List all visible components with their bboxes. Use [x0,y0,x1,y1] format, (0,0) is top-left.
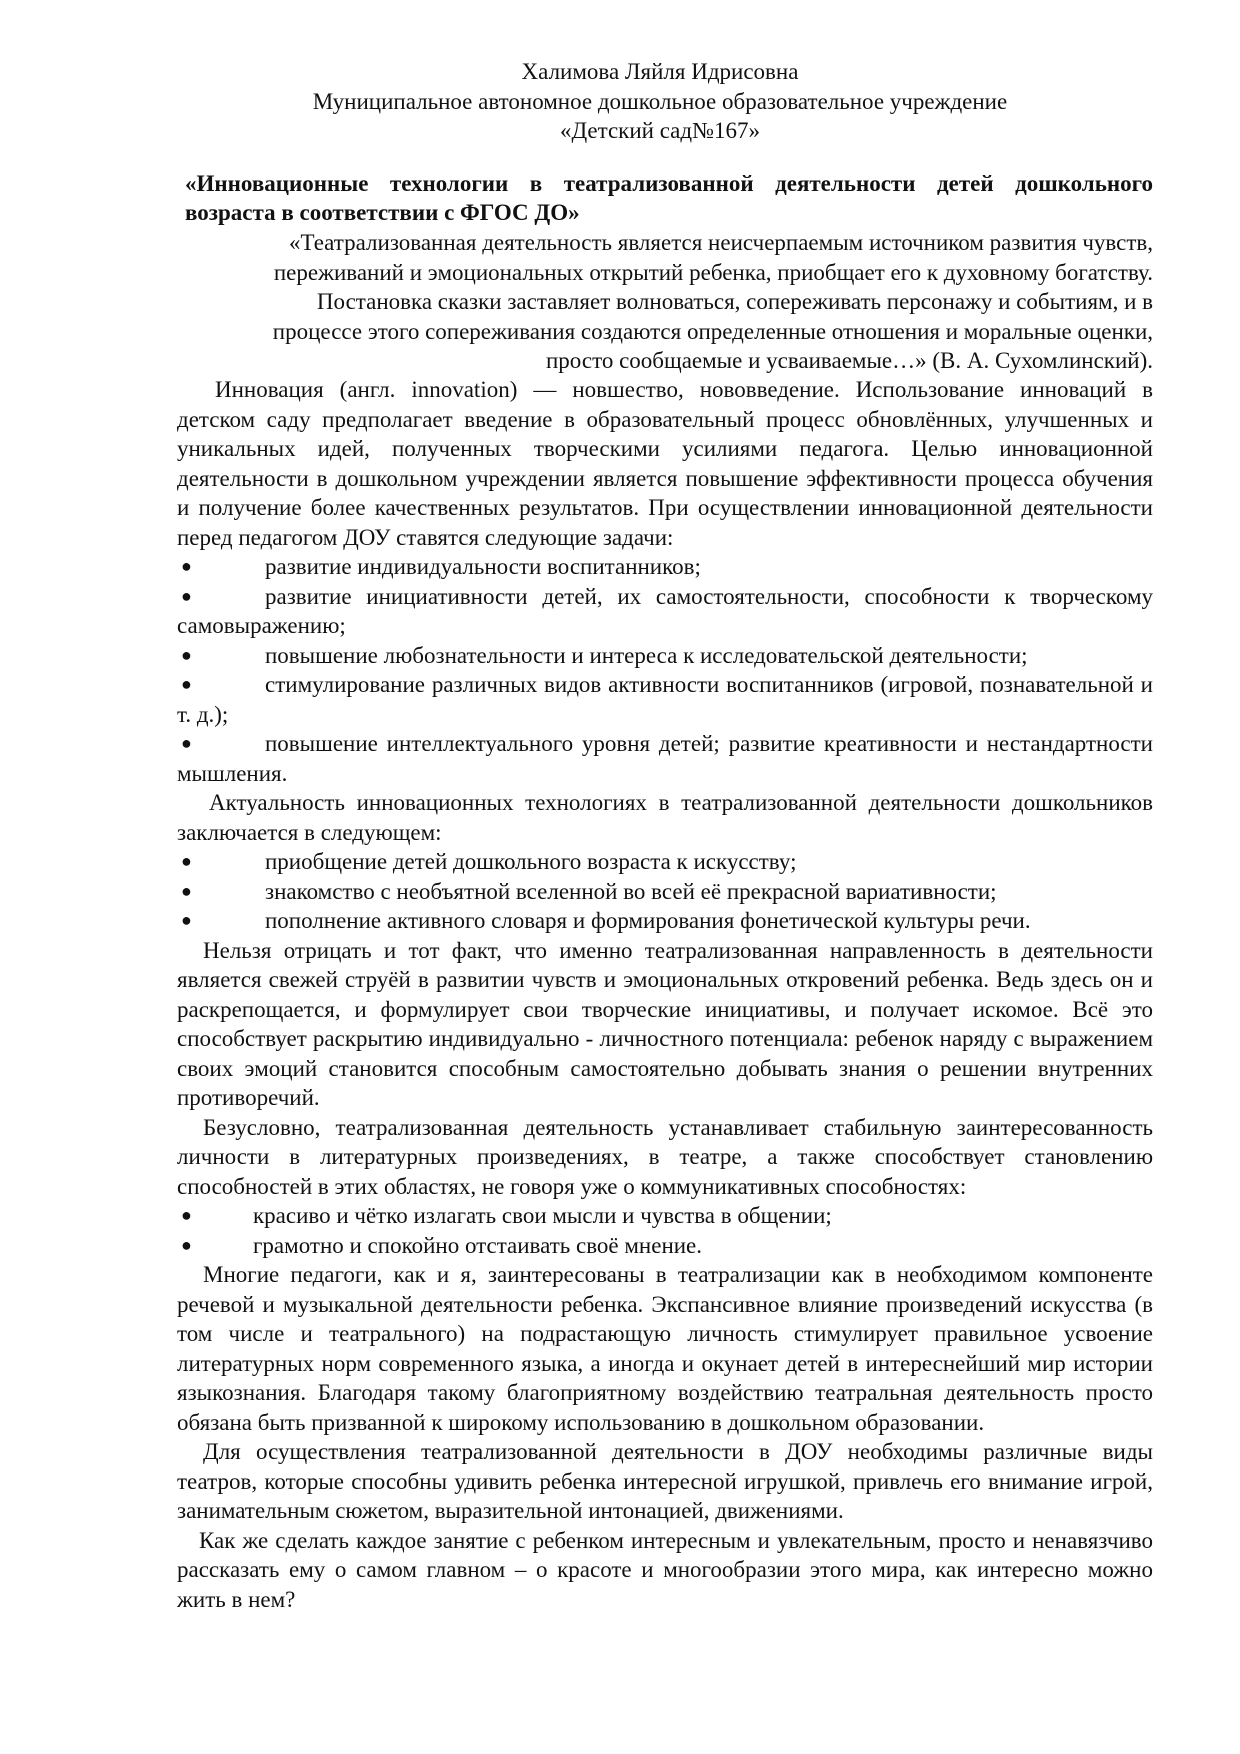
list-item [177,1201,1153,1231]
bullet-icon: ● [181,910,192,930]
list-item [177,906,1153,936]
list-item [177,847,1153,877]
bullet-icon: ● [181,851,192,871]
list-item [177,582,1153,641]
list-item-text: грамотно и спокойно отстаивать своё мнение. [253,1232,703,1258]
epigraph-line: просто сообщаемые и усваиваемые…» (В. А. Сухомлинский). [546,348,1153,373]
document-body [177,375,1153,1614]
list-item-text: развитие инициативности детей, их самостоятельности, способности к творческому самовыражению; [177,583,1153,638]
kindergarten-name: «Детский сад№167» [559,118,761,143]
list-item [177,1231,1153,1261]
bullet-icon: ● [181,733,192,753]
list-item-text: красиво и чётко излагать свои мысли и чувства в общении; [253,1203,832,1228]
document-title: «Инновационные технологии в театрализованной деятельности детей дошкольного возраста в соответствии с ФГОС ДО» [185,171,1153,225]
document-header [160,57,1160,146]
epigraph-line: переживаний и эмоциональных открытий ребенка, приобщает его к духовному богатству. [273,259,1153,285]
bullet-icon: ● [181,1205,192,1225]
bullet-icon: ● [181,1234,192,1255]
epigraph-line: «Театрализованная деятельность является неисчерпаемым источником развития чувств, [289,230,1153,255]
paragraph-innovation: Инновация (англ. innovation) — новшество, нововведение. Использование инноваций в детском саду предполагает введение в образовательный процесс обновлённых, улучшенных и уникальных идей, полученных творческими усилиями педагога. Целью инновационной деятельности в дошкольном учреждении является повышение эффективности процесса обучения и получение более качественных результатов. При осуществлении инновационной деятельности перед педагогом ДОУ ставятся следующие задачи: [177,377,1153,550]
paragraph-relevance: Актуальность инновационных технологиях в театрализованной деятельности дошкольников заключается в следующем: [177,790,1153,845]
communication-list [177,1201,1153,1260]
bullet-icon: ● [181,880,192,901]
list-item-text: повышение любознательности и интереса к исследовательской деятельности; [265,642,1028,668]
list-item-text: стимулирование различных видов активности воспитанников (игровой, познавательной и т. д.); [177,672,1153,727]
list-item-text: пополнение активного словаря и формирования фонетической культуры речи. [265,908,1031,933]
epigraph-quote [173,228,1153,376]
paragraph-certainly: Безусловно, театрализованная деятельность устанавливает стабильную заинтересованность личности в литературных произведениях, в театре, а также способствует становлению способностей в этих областях, не говоря уже о коммуникативных способностях: [177,1114,1153,1199]
list-item-text: повышение интеллектуального уровня детей; развитие креативности и нестандартности мышления. [177,731,1153,786]
author-name: Халимова Ляйля Идрисовна [521,59,799,84]
bullet-icon: ● [181,644,192,665]
paragraph-undeniable: Нельзя отрицать и тот факт, что именно театрализованная направленность в деятельности является свежей струёй в развитии чувств и эмоциональных откровений ребенка. Ведь здесь он и раскрепощается, и формулирует свои творческие инициативы, и получает искомое. Всё это способствует раскрытию индивидуально - личностного потенциала: ребенок наряду с выражением своих эмоций становится способным самостоятельно добывать знания о решении внутренних противоречий. [177,937,1153,1110]
paragraph-theatres: Для осуществления театрализованной деятельности в ДОУ необходимы различные виды театров, которые способны удивить ребенка интересной игрушкой, привлечь его внимание игрой, занимательным сюжетом, выразительной интонацией, движениями. [177,1439,1153,1523]
epigraph-line: процессе этого сопереживания создаются определенные отношения и моральные оценки, [272,318,1153,344]
list-item [177,552,1153,582]
paragraph-question: Как же сделать каждое занятие с ребенком интересным и увлекательным, просто и ненавязчиво рассказать ему о самом главном – о красоте и многообразии этого мира, как интересно можно жить в нем? [177,1527,1153,1612]
tasks-list [177,552,1153,788]
relevance-list [177,847,1153,936]
list-item-text: развитие индивидуальности воспитанников; [265,554,701,579]
list-item [177,641,1153,671]
institution-name: Муниципальное автономное дошкольное образовательное учреждение [312,88,1008,114]
list-item [177,877,1153,907]
bullet-icon: ● [181,674,192,694]
list-item [177,670,1153,729]
list-item-text: знакомство с необъятной вселенной во всей её прекрасной вариативности; [265,878,997,904]
paragraph-teachers: Многие педагоги, как и я, заинтересованы в театрализации как в необходимом компоненте речевой и музыкальной деятельности ребенка. Экспансивное влияние произведений искусства (в том числе и театрального) на подрастающую личность стимулирует правильное усвоение литературных норм современного языка, а иногда и окунает детей в интереснейший мир истории языкознания. Благодаря такому благоприятному воздействию театральная деятельность просто обязана быть призванной к широкому использованию в дошкольном образовании. [177,1262,1153,1435]
bullet-icon: ● [181,585,192,606]
list-item [177,729,1153,788]
epigraph-line: Постановка сказки заставляет волноваться, сопереживать персонажу и событиям, и в [316,289,1153,314]
bullet-icon: ● [181,556,192,576]
list-item-text: приобщение детей дошкольного возраста к искусству; [265,849,797,874]
